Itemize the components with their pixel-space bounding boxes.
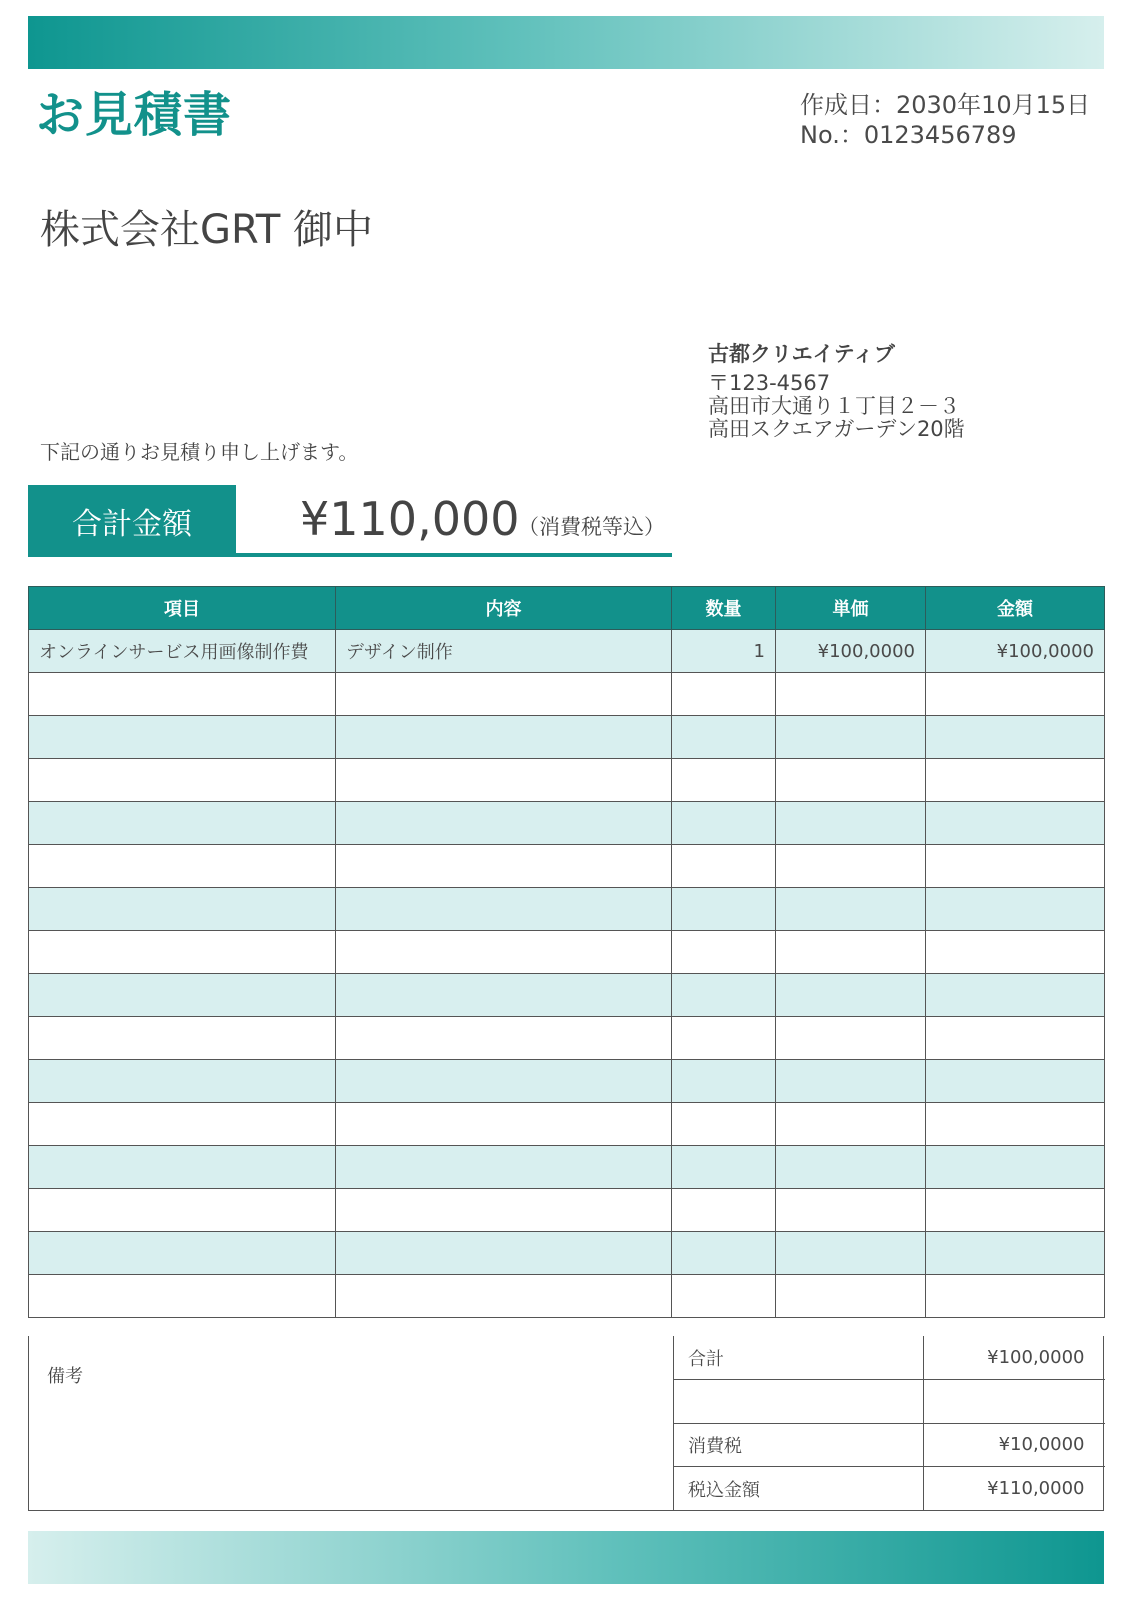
recipient-name: 株式会社GRT 御中 [40, 207, 374, 253]
empty-cell [336, 845, 672, 888]
empty-cell [926, 802, 1105, 845]
empty-cell [776, 673, 926, 716]
empty-cell [672, 1232, 776, 1275]
empty-cell [672, 1103, 776, 1146]
empty-cell [776, 1189, 926, 1232]
empty-cell [672, 1189, 776, 1232]
table-row [29, 1189, 1105, 1232]
empty-cell [776, 1060, 926, 1103]
empty-cell [672, 1146, 776, 1189]
empty-cell [926, 974, 1105, 1017]
empty-cell [926, 888, 1105, 931]
empty-cell [776, 888, 926, 931]
empty-cell [926, 716, 1105, 759]
table-row [29, 1275, 1105, 1318]
tax-value: ¥10,0000 [924, 1423, 1105, 1467]
empty-cell [776, 1103, 926, 1146]
subtotal-value: ¥100,0000 [924, 1336, 1105, 1380]
amount-cell: ¥100,0000 [926, 630, 1105, 673]
blank-row [674, 1380, 1105, 1424]
item-cell: オンラインサービス用画像制作費 [29, 630, 336, 673]
total-amount-label: 合計金額 [28, 485, 236, 557]
document-meta [800, 90, 1090, 150]
empty-cell [29, 845, 336, 888]
table-row [29, 931, 1105, 974]
header-item: 項目 [29, 587, 336, 630]
empty-cell [776, 1017, 926, 1060]
empty-cell [336, 1017, 672, 1060]
empty-cell [672, 802, 776, 845]
intro-text: 下記の通りお見積り申し上げます。 [40, 440, 359, 464]
grand-total-value: ¥110,0000 [924, 1467, 1105, 1511]
quantity-cell: 1 [672, 630, 776, 673]
empty-cell [336, 673, 672, 716]
sender-address-line-1: 高田市大通り１丁目２－３ [708, 394, 960, 418]
empty-cell [336, 1103, 672, 1146]
table-row [29, 1103, 1105, 1146]
table-row [29, 759, 1105, 802]
empty-cell [776, 974, 926, 1017]
empty-cell [672, 1017, 776, 1060]
empty-cell [336, 1189, 672, 1232]
empty-cell [672, 1060, 776, 1103]
document-title: お見積書 [36, 87, 233, 143]
empty-cell [926, 845, 1105, 888]
empty-cell [336, 802, 672, 845]
empty-cell [926, 1275, 1105, 1318]
empty-cell [926, 1232, 1105, 1275]
empty-cell [776, 716, 926, 759]
table-row [29, 673, 1105, 716]
table-row [29, 630, 1105, 673]
empty-cell [29, 1232, 336, 1275]
table-row [29, 974, 1105, 1017]
total-underline [28, 553, 672, 557]
sender-name: 古都クリエイティブ [708, 342, 895, 366]
empty-cell [672, 673, 776, 716]
empty-cell [336, 1146, 672, 1189]
empty-cell [29, 716, 336, 759]
empty-cell [672, 759, 776, 802]
empty-cell [926, 1103, 1105, 1146]
subtotal-label: 合計 [674, 1336, 924, 1380]
empty-cell [672, 974, 776, 1017]
table-row [29, 716, 1105, 759]
empty-cell [776, 759, 926, 802]
subtotal-row [674, 1336, 1105, 1380]
table-row [29, 845, 1105, 888]
table-row [29, 802, 1105, 845]
empty-cell [672, 845, 776, 888]
empty-cell [776, 802, 926, 845]
bottom-color-band [28, 1531, 1104, 1584]
empty-cell [29, 1275, 336, 1318]
header-quantity: 数量 [672, 587, 776, 630]
empty-cell [336, 716, 672, 759]
sender-postal: 〒123-4567 [708, 371, 831, 395]
table-row [29, 888, 1105, 931]
table-header-row [29, 587, 1105, 630]
header-amount: 金額 [926, 587, 1105, 630]
empty-cell [776, 1275, 926, 1318]
unit-price-cell: ¥100,0000 [776, 630, 926, 673]
empty-cell [926, 931, 1105, 974]
document-number: No.：0123456789 [800, 121, 1017, 149]
remarks-label: 備考 [47, 1366, 83, 1387]
line-items-table [28, 586, 1105, 1318]
empty-cell [29, 802, 336, 845]
empty-cell [336, 888, 672, 931]
table-row [29, 1232, 1105, 1275]
empty-cell [29, 974, 336, 1017]
summary-section [28, 1336, 1104, 1511]
empty-cell [336, 1060, 672, 1103]
empty-cell [29, 1146, 336, 1189]
empty-cell [926, 1017, 1105, 1060]
empty-cell [672, 716, 776, 759]
empty-cell [336, 931, 672, 974]
empty-cell [926, 759, 1105, 802]
empty-cell [672, 1275, 776, 1318]
empty-cell [336, 759, 672, 802]
table-row [29, 1017, 1105, 1060]
header-unit-price: 単価 [776, 587, 926, 630]
empty-cell [926, 673, 1105, 716]
description-cell: デザイン制作 [336, 630, 672, 673]
top-color-band [28, 16, 1104, 69]
grand-total-row [674, 1467, 1105, 1511]
empty-cell [29, 1103, 336, 1146]
empty-cell [29, 1060, 336, 1103]
table-row [29, 1146, 1105, 1189]
empty-cell [29, 759, 336, 802]
empty-cell [672, 931, 776, 974]
tax-label: 消費税 [674, 1423, 924, 1467]
table-row [29, 1060, 1105, 1103]
empty-cell [29, 1189, 336, 1232]
empty-cell [336, 1232, 672, 1275]
sender-block [708, 343, 965, 441]
empty-cell [926, 1146, 1105, 1189]
empty-cell [336, 1275, 672, 1318]
total-amount-value: ¥110,000 [300, 492, 520, 546]
empty-cell [29, 888, 336, 931]
empty-cell [29, 1017, 336, 1060]
tax-row [674, 1423, 1105, 1467]
header-description: 内容 [336, 587, 672, 630]
empty-cell [776, 1146, 926, 1189]
empty-cell [29, 931, 336, 974]
empty-cell [926, 1189, 1105, 1232]
sender-address-line-2: 高田スクエアガーデン20階 [708, 417, 965, 441]
grand-total-label: 税込金額 [674, 1467, 924, 1511]
empty-cell [672, 888, 776, 931]
totals-table [673, 1336, 1105, 1510]
empty-cell [776, 931, 926, 974]
empty-cell [776, 845, 926, 888]
tax-included-note: （消費税等込） [518, 515, 665, 539]
empty-cell [926, 1060, 1105, 1103]
creation-date: 作成日：2030年10月15日 [800, 91, 1091, 119]
empty-cell [29, 673, 336, 716]
empty-cell [336, 974, 672, 1017]
empty-cell [776, 1232, 926, 1275]
